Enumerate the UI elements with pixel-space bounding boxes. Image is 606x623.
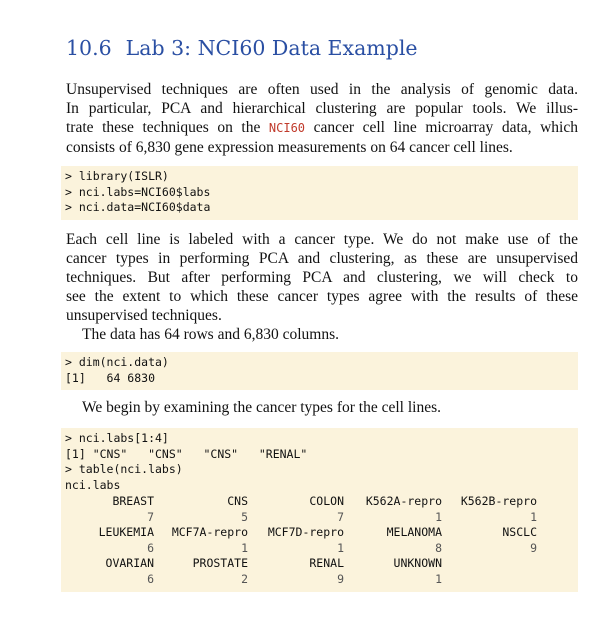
table-count: 6 (147, 540, 154, 555)
code-line: [1] 64 6830 (65, 370, 156, 385)
code-line: > nci.labs=NCI60$labs (65, 184, 211, 199)
code-block-dim (61, 352, 578, 390)
table-count: 9 (530, 540, 537, 555)
code-line: > library(ISLR) (65, 169, 169, 183)
table-count: 1 (530, 509, 537, 524)
code-line: > nci.labs[1:4] (65, 431, 169, 445)
table-label: MCF7D-repro (267, 525, 344, 540)
table-label: UNKNOWN (393, 556, 442, 571)
para-line: In particular, PCA and hierarchical clustering are popular tools. We illus- (66, 100, 578, 117)
code-line: nci.labs (65, 477, 121, 492)
table-label: MCF7A-repro (171, 525, 248, 540)
table-count: 2 (241, 572, 248, 586)
table-label: RENAL (309, 556, 344, 571)
table-label: MELANOMA (386, 525, 442, 540)
table-label: NSCLC (502, 525, 537, 540)
table-label: CNS (227, 494, 248, 508)
para-line: unsupervised techniques. (66, 307, 222, 324)
dataset-name: NCI60 (268, 121, 306, 135)
code-block-table (61, 428, 578, 592)
code-line: [1] "CNS" "CNS" "CNS" "RENAL" (65, 446, 308, 461)
table-count: 7 (147, 509, 154, 524)
table-count: 6 (147, 572, 154, 586)
section-title: Lab 3: NCI60 Data Example (125, 36, 418, 60)
para-line: cancer types in performing PCA and clustering, as these are unsupervised (66, 250, 578, 267)
code-line: > dim(nci.data) (65, 355, 169, 369)
para-line: consists of 6,830 gene expression measurements on 64 cancer cell lines. (66, 139, 513, 156)
table-label: K562B-repro (460, 494, 537, 508)
cell-line-paragraph (66, 230, 578, 344)
table-count: 1 (435, 509, 442, 524)
para-line (66, 325, 578, 344)
table-count: 1 (435, 572, 442, 586)
para-line (66, 398, 578, 417)
para-line: see the extent to which these cancer types agree with the results of these (66, 288, 578, 305)
para-line (66, 118, 578, 138)
section-number: 10.6 (66, 36, 112, 60)
code-line: > nci.data=NCI60$data (65, 200, 211, 215)
table-label: COLON (309, 494, 344, 508)
table-count: 9 (337, 572, 344, 586)
table-count: 1 (241, 540, 248, 555)
para-line: Each cell line is labeled with a cancer type. We do not make use of the (66, 231, 578, 248)
para-fragment: cancer cell line microarray data, which (305, 119, 578, 136)
table-label: OVARIAN (105, 556, 154, 571)
table-count: 7 (337, 509, 344, 524)
table-count: 8 (435, 540, 442, 555)
code-line: > table(nci.labs) (65, 462, 183, 477)
para-fragment: trate these techniques on the (66, 119, 269, 136)
table-label: K562A-repro (365, 494, 442, 508)
table-count: 1 (337, 540, 344, 555)
table-label: LEUKEMIA (98, 525, 154, 540)
table-count: 5 (241, 509, 248, 524)
para-fragment: We begin by examining the cancer types for the cell lines. (82, 399, 441, 416)
code-block-load-data (61, 166, 578, 220)
para-line: techniques. But after performing PCA and clustering, we will check to (66, 269, 578, 286)
examine-paragraph (66, 398, 578, 417)
para-fragment: The data has 64 rows and 6,830 columns. (82, 326, 339, 343)
section-heading (66, 36, 418, 60)
table-label: BREAST (112, 494, 154, 508)
intro-paragraph (66, 80, 578, 157)
para-line: Unsupervised techniques are often used in the analysis of genomic data. (66, 81, 578, 98)
table-label: PROSTATE (192, 556, 248, 571)
